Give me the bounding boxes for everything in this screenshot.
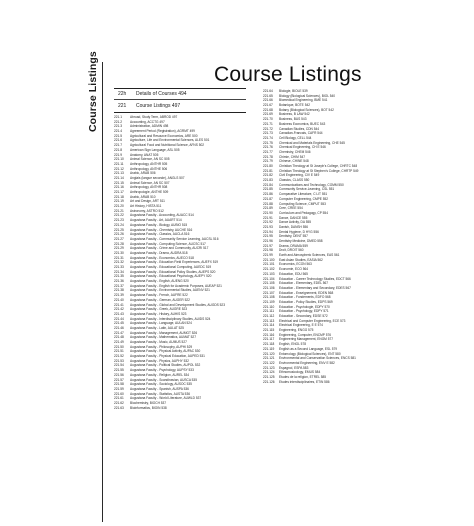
- course-code: 221.37: [114, 283, 124, 288]
- section-divider: [114, 99, 246, 100]
- course-code: 221.120: [263, 351, 275, 356]
- course-code: 221.103: [263, 271, 275, 276]
- course-title: Botanique, BOTE 542: [279, 103, 311, 108]
- course-title: Biologie, BIOLE 539: [279, 89, 308, 93]
- course-code: 221.43: [114, 311, 124, 316]
- course-code: 221.113: [263, 318, 275, 323]
- course-code: 221.121: [263, 356, 275, 361]
- course-code: 221.25: [114, 227, 124, 232]
- course-title: Augustana Faculty - Crime and Community, AUCRI 517: [130, 246, 209, 251]
- course-title: Art History, HISTA 511: [130, 204, 162, 209]
- course-code: 221.81: [263, 168, 273, 173]
- course-code: 221.42: [114, 307, 124, 312]
- course-title: Education - Fondements, EDFO 568: [279, 295, 331, 300]
- course-code: 221.64: [263, 89, 273, 93]
- course-code: 221.86: [263, 192, 273, 197]
- course-title: Augustana Faculty - Political Studies, AUPOL 532: [130, 363, 201, 368]
- course-code: 221.26: [114, 232, 124, 237]
- course-title: Dentistry, DENT 557: [279, 234, 308, 239]
- course-code: 221.11: [114, 161, 124, 166]
- course-code: 221.96: [263, 239, 273, 243]
- course-title: Education - Policy Studies, EDPS 569: [279, 299, 333, 304]
- section-text: Course Listings 497: [136, 103, 181, 109]
- course-title: Biochemistry, BIOCH 537: [130, 400, 167, 405]
- course-code: 221.12: [114, 166, 124, 171]
- course-title: American Sign Language, ASL 505: [130, 147, 180, 152]
- course-code: 221.71: [263, 121, 273, 126]
- course-title: Anthropology, ANTHR 505: [130, 161, 168, 166]
- course-code: 221.89: [263, 206, 273, 211]
- course-code: 221.87: [263, 196, 273, 201]
- course-title: Environmental and Conservation Sciences, ENCS 581: [279, 356, 356, 361]
- course-title: Bioinformatics, BIOIN 538: [130, 405, 167, 410]
- course-title: Biomedical Engineering, BME 541: [279, 98, 328, 103]
- course-code: 221.38: [114, 288, 124, 293]
- course-title: Augustana Faculty - History, AUHIS 523: [130, 311, 187, 316]
- course-code: 221.98: [263, 248, 273, 253]
- course-title: Engineering Management, ENGM 577: [279, 337, 334, 342]
- course-code: 221.111: [263, 309, 275, 314]
- course-title: Computer Engineering, CMPE 552: [279, 196, 329, 201]
- course-code: 221.59: [114, 386, 124, 391]
- course-code: 221.82: [263, 173, 273, 178]
- course-title: Astronomy, ASTRO 512: [130, 208, 164, 213]
- course-title: Dance, DANCE 555: [279, 215, 308, 220]
- course-title: Augustana Faculty - Scandinavian, AUSCA 535: [130, 377, 197, 382]
- course-title: Augustana Faculty - Interdisciplinary Studies, AUIDS 524: [130, 316, 211, 321]
- right-course-list: [263, 89, 413, 384]
- course-title: Cree, CREE 554: [279, 206, 303, 211]
- course-title: Environmental Engineering, ENV E 582: [279, 360, 335, 365]
- course-code: 221.114: [263, 323, 275, 328]
- course-code: 221.107: [263, 290, 275, 295]
- course-code: 221.19: [114, 199, 124, 204]
- course-code: 221.36: [114, 279, 124, 284]
- course-code: 221.85: [263, 187, 273, 192]
- course-code: 221.105: [263, 281, 275, 286]
- course-code: 221.93: [263, 224, 273, 229]
- course-code: 221.50: [114, 344, 124, 349]
- course-code: 221.20: [114, 204, 124, 209]
- course-code: 221.73: [263, 131, 273, 136]
- course-title: Agriculture, Life and Environmental Sciences, ALES 501: [130, 138, 210, 143]
- course-code: 221.92: [263, 220, 273, 225]
- course-title: Augustana Faculty - Sociology, AUSOC 535: [130, 382, 192, 387]
- course-code: 221.56: [114, 372, 124, 377]
- course-code: 221.125: [263, 374, 275, 379]
- course-title: Augustana Faculty - Chemistry, AUCHE 516: [130, 227, 193, 232]
- course-title: Anatomy, ANAT 505: [130, 152, 159, 157]
- course-title: Communications and Technology, COMM 550: [279, 182, 344, 187]
- course-code: 221.31: [114, 255, 124, 260]
- course-code: 221.9: [114, 152, 122, 157]
- course-title: Education, EDU 565: [279, 271, 308, 276]
- course-code: 221.119: [263, 346, 275, 351]
- course-title: Augustana Faculty - Spanish, AUSPA 536: [130, 386, 189, 391]
- course-title: English as a Second Language, ESL 579: [279, 346, 338, 351]
- course-title: Augustana Faculty - Economics, AUECO 518: [130, 255, 194, 260]
- course-title: Augustana Faculty - Statistics, AUSTA 536: [130, 391, 190, 396]
- course-code: 221.35: [114, 274, 124, 279]
- course-title: Drama, DRAMA 559: [279, 243, 308, 248]
- course-title: Accounting, ACCTG 497: [130, 119, 165, 124]
- course-title: Business, B LAW 542: [279, 112, 310, 117]
- course-title: Canadian Studies, CDN 544: [279, 126, 320, 131]
- course-code: 221.14: [114, 175, 124, 180]
- list-item: [263, 380, 413, 385]
- course-title: Education - Psychology, EDPY 571: [279, 309, 329, 314]
- course-code: 221.15: [114, 180, 124, 185]
- course-code: 221.65: [263, 93, 273, 98]
- course-code: 221.13: [114, 171, 124, 176]
- course-code: 221.4: [114, 129, 122, 134]
- course-title: Business, BUS 543: [279, 117, 307, 122]
- course-title: Augustana Faculty - Environmental Studies, AUENV 521: [130, 288, 210, 293]
- course-title: Augustana Faculty - Educational Policy Studies, AUEPS 520: [130, 269, 216, 274]
- section-text: Details of Courses 494: [136, 91, 187, 97]
- course-title: Education - Elementary, EDEL 567: [279, 281, 329, 286]
- course-code: 221.116: [263, 332, 275, 337]
- course-code: 221.88: [263, 201, 273, 206]
- course-code: 221.32: [114, 260, 124, 265]
- side-divider: [102, 62, 103, 522]
- course-title: Curriculum and Pedagogy, CP 554: [279, 210, 328, 215]
- course-code: 221.83: [263, 178, 273, 183]
- course-code: 221.5: [114, 133, 122, 138]
- course-title: Anthropology, ANTHR 508: [130, 185, 168, 190]
- course-title: Augustana Faculty - Community Service Learning, AUCSL 516: [130, 236, 219, 241]
- course-code: 221.53: [114, 358, 124, 363]
- course-code: 221.99: [263, 253, 273, 258]
- course-code: 221.102: [263, 267, 275, 272]
- course-title: Electrical Engineering, E E 574: [279, 323, 323, 328]
- course-title: Animal Science, AN SC 505: [130, 157, 170, 162]
- course-title: Cell Biology, CELL 544: [279, 135, 312, 140]
- course-title: Computing Science, CMPUT 553: [279, 201, 326, 206]
- side-tab: [86, 51, 100, 132]
- course-title: Arabic, ARAB 510: [130, 194, 156, 199]
- course-title: Botany (Biological Sciences), BOT 542: [279, 107, 334, 112]
- course-title: Community Service-Learning, CSL 551: [279, 187, 335, 192]
- course-code: 221.101: [263, 262, 275, 267]
- side-tab-label: Course Listings: [87, 51, 99, 132]
- course-code: 221.6: [114, 138, 122, 143]
- course-title: Augustana Faculty - Education Field Experiences, AUEFX 519: [130, 260, 219, 265]
- course-code: 221.21: [114, 208, 124, 213]
- course-code: 221.91: [263, 215, 273, 220]
- course-title: Classics, CLASS 550: [279, 178, 310, 183]
- course-title: Chemistry, CHEM 546: [279, 149, 311, 154]
- course-title: Christian Theology at St Joseph's College, CHRTC 548: [279, 164, 358, 168]
- course-code: 221.48: [114, 335, 124, 340]
- course-title: Augustana Faculty - Art, AUART 514: [130, 218, 182, 223]
- course-code: 221.54: [114, 363, 124, 368]
- left-course-list: [114, 115, 264, 410]
- course-code: 221.106: [263, 285, 275, 290]
- course-title: Augustana Faculty - Religion, AUREL 534: [130, 372, 190, 377]
- course-title: Anglais (langue seconde), ANGLS 507: [130, 175, 185, 180]
- course-title: Animal Science, AN SC 507: [130, 180, 170, 185]
- course-title: Engineering, ENGG 575: [279, 328, 314, 333]
- course-title: Chemical and Materials Engineering, CHE 545: [279, 140, 345, 145]
- course-code: 221.1: [114, 115, 122, 119]
- course-title: Art and Design, ART 511: [130, 199, 165, 204]
- course-title: Comparative Literature, C LIT 551: [279, 192, 328, 197]
- course-title: Augustana Faculty - Drama, AUDRA 518: [130, 250, 188, 255]
- course-title: Augustana Faculty - Physical Education, AUPED 531: [130, 354, 205, 359]
- course-title: Augustana Faculty - Psychology, AUPSY 533: [130, 368, 194, 373]
- course-code: 221.100: [263, 257, 275, 262]
- course-title: Abroad, Study Term, ABROD 497: [130, 115, 178, 119]
- course-title: Chimie, CHIM 547: [279, 154, 306, 159]
- course-code: 221.72: [263, 126, 273, 131]
- course-title: Christian Theology at St Stephen's College, CHRTP 549: [279, 168, 359, 173]
- course-code: 221.108: [263, 295, 275, 300]
- course-code: 221.2: [114, 119, 122, 124]
- course-title: Augustana Faculty - Educational Computing, AUEDC 519: [130, 265, 212, 269]
- course-code: 221.68: [263, 107, 273, 112]
- course-title: Augustana Faculty - English, AUENG 520: [130, 279, 189, 284]
- course-title: English, ENGL 578: [279, 342, 306, 347]
- course-title: Education - Elementary and Secondary, EDES 567: [279, 285, 351, 290]
- course-code: 221.62: [114, 400, 124, 405]
- course-code: 221.80: [263, 164, 273, 168]
- course-code: 221.33: [114, 265, 124, 269]
- course-title: Agreement Period (Registration), AGRMT 499: [130, 129, 195, 134]
- course-code: 221.41: [114, 302, 124, 307]
- course-title: Augustana Faculty - Philosophy, AUPHI 529: [130, 344, 193, 349]
- course-code: 221.52: [114, 354, 124, 359]
- course-code: 221.22: [114, 213, 124, 218]
- course-title: Dance Activity, DA 555: [279, 220, 312, 225]
- course-code: 221.47: [114, 330, 124, 335]
- course-title: Economie, ECO 564: [279, 267, 309, 272]
- course-code: 221.60: [114, 391, 124, 396]
- course-code: 221.16: [114, 185, 124, 190]
- course-code: 221.118: [263, 342, 275, 347]
- course-code: 221.104: [263, 276, 275, 281]
- course-title: Augustana Faculty - Latin, AULAT 525: [130, 325, 184, 330]
- course-code: 221.94: [263, 229, 273, 234]
- course-code: 221.49: [114, 340, 124, 344]
- course-title: Dentistry Medicine, DMED 558: [279, 239, 323, 243]
- course-title: Augustana Faculty - Classics, AUCLA 516: [130, 232, 190, 237]
- course-code: 221.46: [114, 325, 124, 330]
- course-title: Augustana Faculty - Educational Psychology, AUEPY 520: [130, 274, 212, 279]
- course-title: East Asian Studies, EASIA 562: [279, 257, 323, 262]
- list-item: [114, 406, 264, 411]
- course-title: Augustana Faculty - Management, AUMGT 526: [130, 330, 198, 335]
- course-title: Civil Engineering, CIV E 549: [279, 173, 320, 178]
- course-code: 221.70: [263, 117, 273, 122]
- course-code: 221.112: [263, 314, 275, 318]
- course-title: Augustana Faculty - Biology, AUBIO 515: [130, 222, 188, 227]
- course-code: 221.58: [114, 382, 124, 387]
- course-code: 221.44: [114, 316, 124, 321]
- course-code: 221.18: [114, 194, 124, 199]
- course-title: Chinese, CHINE 548: [279, 159, 309, 164]
- course-code: 221.45: [114, 321, 124, 326]
- course-code: 221.63: [114, 405, 124, 410]
- course-code: 221.30: [114, 250, 124, 255]
- course-code: 221.67: [263, 103, 273, 108]
- course-title: Augustana Faculty - English for Academic Purposes, AUEAP 521: [130, 283, 222, 288]
- course-code: 221.23: [114, 218, 124, 223]
- course-title: Electrical and Computer Engineering, ECE 573: [279, 318, 346, 323]
- course-code: 221.61: [114, 396, 124, 401]
- course-code: 221.77: [263, 149, 273, 154]
- course-code: 221.3: [114, 124, 122, 129]
- course-title: Augustana Faculty - Physical Activity, AUPAC 530: [130, 349, 201, 354]
- course-title: Augustana Faculty - Global and Development Studies, AUGDS 523: [130, 302, 225, 307]
- course-code: 221.123: [263, 365, 275, 370]
- page-title: Course Listings: [214, 63, 362, 86]
- course-title: Engineering, Computer, ENCMP 576: [279, 332, 332, 337]
- course-code: 221.109: [263, 299, 275, 304]
- course-code: 221.7: [114, 143, 122, 148]
- course-code: 221.76: [263, 145, 273, 150]
- course-title: Education - Enseignement, EDEN 568: [279, 290, 334, 295]
- course-title: Augustana Faculty - French, AUFRE 522: [130, 293, 188, 298]
- course-code: 221.8: [114, 147, 122, 152]
- course-code: 221.39: [114, 293, 124, 298]
- course-code: 221.57: [114, 377, 124, 382]
- course-code: 221.97: [263, 243, 273, 248]
- course-title: Droit, DROIT 560: [279, 248, 304, 253]
- course-code: 221.24: [114, 222, 124, 227]
- course-code: 221.34: [114, 269, 124, 274]
- course-title: Administration, ADMIN 498: [130, 124, 169, 129]
- course-code: 221.117: [263, 337, 275, 342]
- course-code: 221.122: [263, 360, 275, 365]
- course-code: 221.90: [263, 210, 273, 215]
- course-title: Augustana Faculty - Language, AULAN 524: [130, 321, 192, 326]
- course-title: Etudes interdisciplinaires, ETIN 586: [279, 379, 330, 384]
- course-title: Augustana Faculty - Accounting, AUACC 514: [130, 213, 194, 218]
- course-title: Business Economics, BUEC 543: [279, 121, 326, 126]
- course-code: 221.78: [263, 154, 273, 159]
- course-title: Entomology (Biological Sciences), ENT 580: [279, 351, 341, 356]
- course-code: 221.28: [114, 241, 124, 246]
- course-title: Danish, DANSH 556: [279, 224, 309, 229]
- section-code: 22h: [118, 91, 127, 97]
- course-code: 221.40: [114, 297, 124, 302]
- section-code: 221: [118, 103, 127, 109]
- course-code: 221.84: [263, 182, 273, 187]
- course-title: Augustana Faculty - German, AUGER 522: [130, 297, 190, 302]
- course-code: 221.51: [114, 349, 124, 354]
- course-title: Economics, ECON 563: [279, 262, 312, 267]
- course-code: 221.95: [263, 234, 273, 239]
- course-code: 221.126: [263, 379, 275, 384]
- course-code: 221.29: [114, 246, 124, 251]
- course-title: Etudes de la religion, ETREL 585: [279, 374, 327, 379]
- section-header: [114, 88, 246, 113]
- course-code: 221.27: [114, 236, 124, 241]
- course-code: 221.124: [263, 370, 275, 375]
- course-title: Anthropology, ANTHE 506: [130, 166, 168, 171]
- course-title: Augustana Faculty - Physics, AUPHY 532: [130, 358, 189, 363]
- course-title: Dental Hygiene, D HYG 556: [279, 229, 319, 234]
- course-title: Ethnomusicology, EMUS 584: [279, 370, 321, 375]
- course-title: Education - Career Technology Studies, EDCT 566: [279, 276, 351, 281]
- course-code: 221.74: [263, 135, 273, 140]
- course-title: Augustana Faculty - Computing Science, AUCSC 517: [130, 241, 206, 246]
- course-title: Education - Secondary, EDSE 572: [279, 314, 328, 318]
- course-title: Espagnol, ESPA 583: [279, 365, 309, 370]
- course-code: 221.79: [263, 159, 273, 164]
- course-code: 221.115: [263, 328, 275, 333]
- course-code: 221.110: [263, 304, 275, 309]
- course-title: Chemical Engineering, CH E 546: [279, 145, 326, 150]
- course-title: Education - Psychologie, EDPY 570: [279, 304, 330, 309]
- course-code: 221.17: [114, 190, 124, 194]
- course-title: Canadian-Francais, CAFR 544: [279, 131, 323, 136]
- course-code: 221.10: [114, 157, 124, 162]
- course-title: Augustana Faculty - Greek, AUGRE 523: [130, 307, 188, 312]
- course-title: Augustana Faculty - World Literature, AUWLD 537: [130, 396, 202, 401]
- course-title: Agricultural Food and Nutritional Science, AFNS 502: [130, 143, 205, 148]
- course-title: Arabic, ARAB 506: [130, 171, 156, 176]
- course-title: Agricultural and Resource Economics, ARE 500: [130, 133, 198, 138]
- course-code: 221.55: [114, 368, 124, 373]
- course-code: 221.75: [263, 140, 273, 145]
- course-title: Anthropologie, ANTHE 509: [130, 190, 169, 194]
- course-title: Earth and Atmospheric Sciences, EAS 561: [279, 253, 340, 258]
- course-title: Augustana Faculty - Music, AUMUS 527: [130, 340, 187, 344]
- course-code: 221.69: [263, 112, 273, 117]
- course-title: Augustana Faculty - Mathematics, AUMAT 527: [130, 335, 196, 340]
- course-code: 221.66: [263, 98, 273, 103]
- course-title: Biology (Biological Sciences), BIOL 540: [279, 93, 336, 98]
